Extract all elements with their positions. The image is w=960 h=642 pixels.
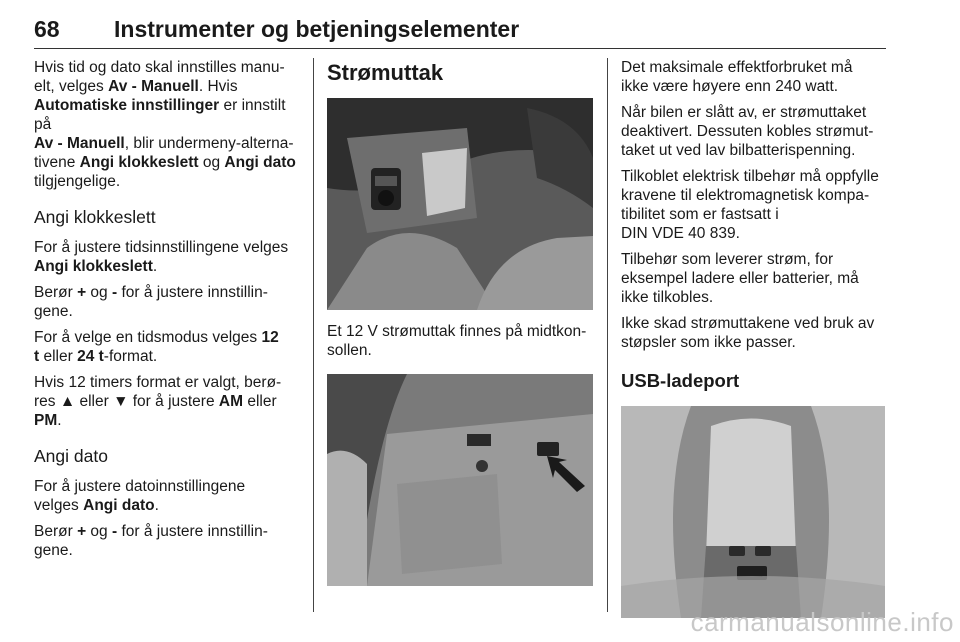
- paragraph-adjust-time: Berør + og - for å justere innstillin- gene.: [34, 284, 268, 320]
- paragraph-emc: Tilkoblet elektrisk tilbehør må oppfylle kravene til elektromagnetisk kompa- tibilitet som er fastsatt i DIN VDE 40 839.: [621, 168, 879, 242]
- column-3: [621, 58, 887, 618]
- paragraph-max-power: Det maksimale effektforbruket må ikke være høyere enn 240 watt.: [621, 59, 853, 95]
- paragraph-time-settings: For å justere tidsinnstillingene velges Angi klokkeslett.: [34, 239, 289, 275]
- paragraph-12h-format: Hvis 12 timers format er valgt, berø- res ▲ eller ▼ for å justere AM eller PM.: [34, 374, 282, 429]
- column-divider: [607, 58, 608, 612]
- heading-usb-port: USB-ladeport: [621, 370, 740, 391]
- watermark: carmanualsonline.info: [690, 607, 954, 637]
- paragraph-plug-warning: Ikke skad strømuttakene ved bruk av støpsler som ikke passer.: [621, 315, 875, 351]
- usb-port-photo: [621, 406, 885, 618]
- paragraph-date-settings: For å justere datoinnstillingene velges Angi dato.: [34, 478, 246, 514]
- console-outlet-photo: [327, 98, 593, 310]
- page-number: 68: [34, 16, 60, 42]
- heading-set-date: Angi dato: [34, 446, 108, 466]
- caption-12v-outlet: Et 12 V strømuttak finnes på midtkon- sollen.: [327, 323, 587, 359]
- paragraph-manual-setting: Hvis tid og dato skal innstilles manu- elt, velges Av - Manuell. Hvis Automatiske innstillinger er innstilt på Av - Manuell, blir undermeny-alterna- tivene Angi klokkeslett og Angi dato tilgjengelige.: [34, 59, 296, 190]
- luggage-outlet-photo: [327, 374, 593, 586]
- column-1: [34, 58, 302, 567]
- page-header: [34, 10, 886, 50]
- paragraph-adjust-date: Berør + og - for å justere innstillin- gene.: [34, 523, 268, 559]
- header-divider: [34, 48, 886, 49]
- column-2: [327, 58, 593, 586]
- heading-set-time: Angi klokkeslett: [34, 207, 156, 227]
- page-title: Instrumenter og betjeningselementer: [114, 16, 520, 42]
- paragraph-time-mode: For å velge en tidsmodus velges 12 t eller 24 t-format.: [34, 329, 279, 365]
- paragraph-deactivated: Når bilen er slått av, er strømuttaket deaktivert. Dessuten kobles strømut- taket ut ved lav bilbatterispenning.: [621, 104, 874, 159]
- column-divider: [313, 58, 314, 612]
- paragraph-no-chargers: Tilbehør som leverer strøm, for eksempel ladere eller batterier, må ikke tilkobles.: [621, 251, 859, 306]
- heading-power-outlet: Strømuttak: [327, 60, 444, 85]
